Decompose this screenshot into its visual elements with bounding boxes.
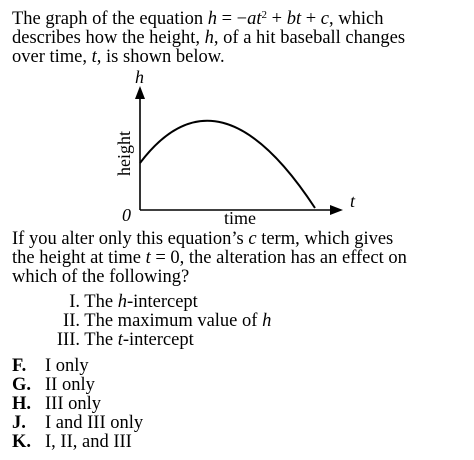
- question-line-1: [12, 10, 383, 29]
- question-text: +: [301, 9, 321, 29]
- var-h: h: [117, 292, 127, 312]
- prompt-line-3: which of the following?: [12, 267, 190, 287]
- x-axis-arrow: [330, 205, 343, 215]
- prompt-line-2: [12, 249, 407, 268]
- prompt-line-1: [12, 230, 393, 249]
- numeral: II.: [63, 311, 80, 331]
- y-axis-letter: h: [135, 68, 144, 87]
- question-line-2: [12, 29, 405, 48]
- numeral: III.: [56, 330, 80, 350]
- choice-text: I and III only: [45, 413, 144, 433]
- var-h: h: [204, 28, 214, 48]
- prompt-text: term, which gives: [256, 229, 394, 249]
- choice-f[interactable]: [12, 357, 89, 376]
- choice-letter: F.: [12, 356, 27, 376]
- var-t: t: [145, 248, 151, 268]
- choice-letter: K.: [12, 432, 32, 452]
- term-c: c: [320, 9, 329, 29]
- choice-letter: G.: [12, 375, 32, 395]
- statement-ii: [47, 312, 271, 331]
- choice-text: II only: [45, 375, 95, 395]
- question-line-3: [12, 48, 225, 67]
- choice-letter: H.: [12, 394, 32, 414]
- prompt-text: If you alter only this equation’s: [12, 229, 249, 249]
- question-text: = −: [216, 9, 248, 29]
- choice-j[interactable]: [12, 414, 143, 433]
- statement-text: The maximum value of: [84, 311, 263, 331]
- numeral: I.: [69, 292, 80, 312]
- term-at: at: [247, 9, 262, 29]
- term-bt: bt: [286, 9, 302, 29]
- prompt-text: the height at time: [12, 248, 146, 268]
- question-text: describes how the height,: [12, 28, 205, 48]
- question-text: , is shown below.: [96, 47, 225, 67]
- trajectory-graph: [0, 68, 474, 228]
- var-h: h: [207, 9, 217, 29]
- x-axis-title: time: [224, 208, 256, 228]
- choice-text: III only: [45, 394, 101, 414]
- question-text: , of a hit baseball changes: [213, 28, 406, 48]
- choice-g[interactable]: [12, 376, 95, 395]
- choice-k[interactable]: [12, 433, 132, 452]
- choice-h[interactable]: [12, 395, 101, 414]
- y-axis-title: height: [114, 131, 134, 176]
- term-c: c: [248, 229, 257, 249]
- y-axis-arrow: [135, 86, 145, 99]
- question-text: +: [267, 9, 287, 29]
- var-h: h: [262, 311, 272, 331]
- height-curve: [140, 121, 315, 208]
- statement-text: -intercept: [126, 292, 198, 312]
- question-text: , which: [328, 9, 384, 29]
- var-t: t: [91, 47, 97, 67]
- statement-iii: [47, 331, 194, 350]
- exponent: 2: [261, 9, 267, 21]
- question-text: The graph of the equation: [12, 9, 208, 29]
- statement-text: -intercept: [122, 330, 194, 350]
- question-text: over time,: [12, 47, 92, 67]
- origin-label: 0: [122, 205, 131, 225]
- choice-text: I, II, and III: [45, 432, 132, 452]
- choice-letter: J.: [12, 413, 26, 433]
- x-axis-letter: t: [350, 191, 356, 211]
- statement-i: [47, 293, 198, 312]
- prompt-text: = 0, the alteration has an effect on: [150, 248, 407, 268]
- choice-text: I only: [45, 356, 89, 376]
- statement-text: The: [84, 292, 118, 312]
- statement-text: The: [84, 330, 118, 350]
- var-t: t: [117, 330, 123, 350]
